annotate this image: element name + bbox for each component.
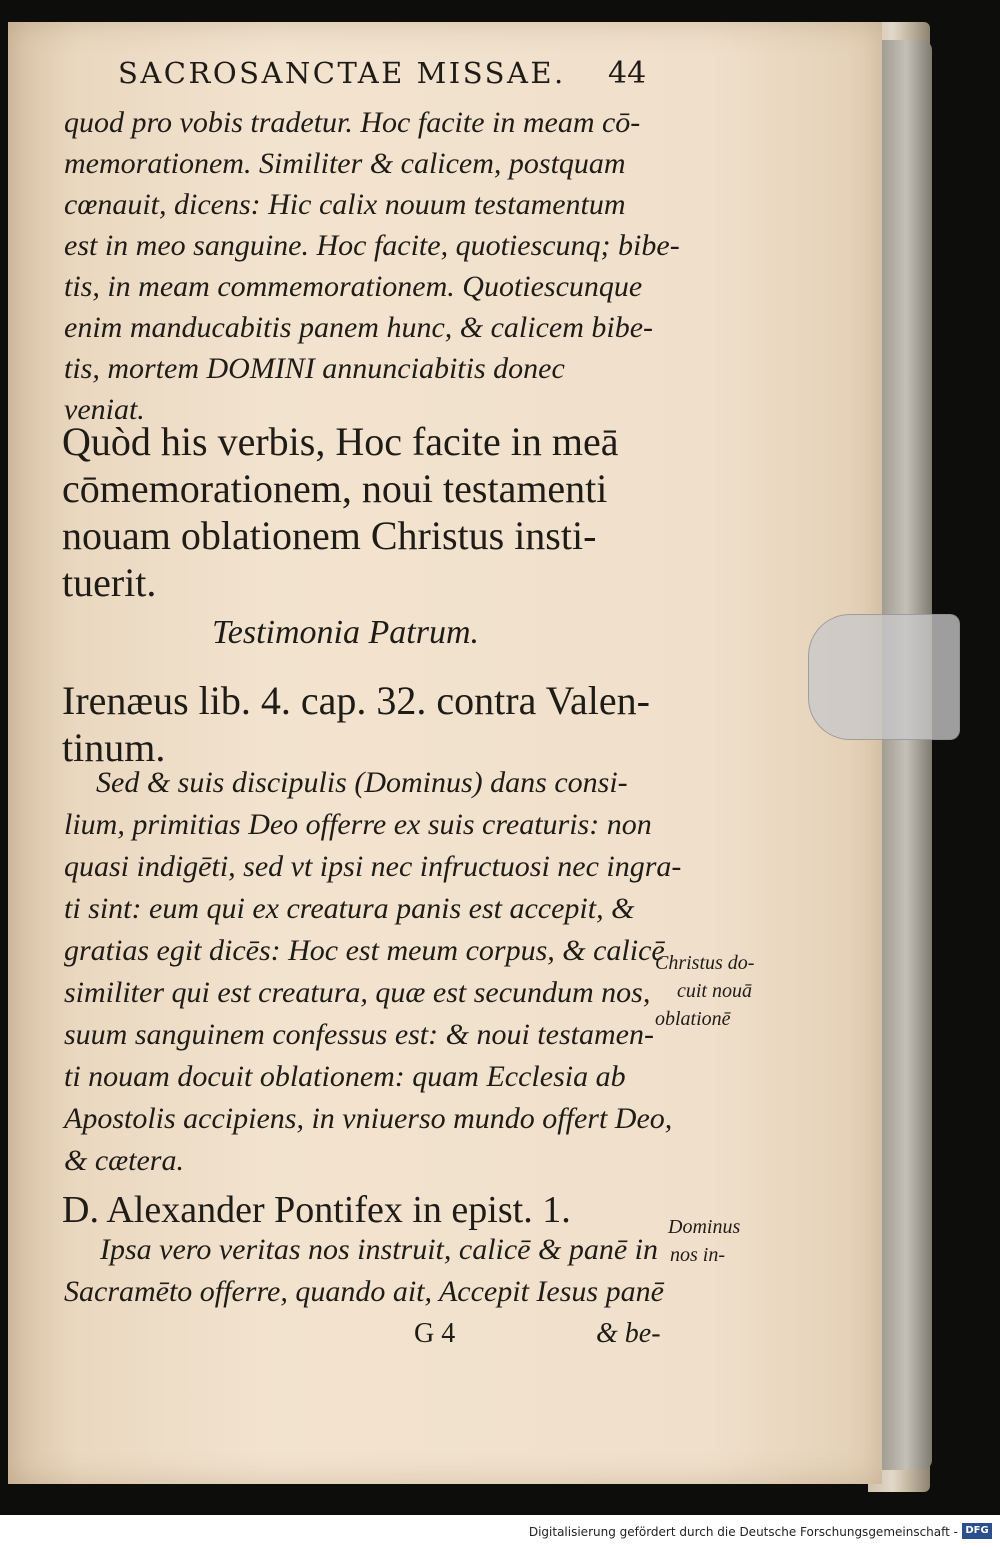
book-cover-edge	[880, 40, 932, 1470]
quote-line: Sed & suis discipulis (Dominus) dans consi-	[96, 766, 628, 799]
quote-line: ti sint: eum qui ex creatura panis est accepit, &	[64, 892, 635, 925]
source-heading-line: tinum.	[62, 725, 166, 770]
running-head: SACROSANCTAE MISSAE.	[118, 56, 566, 90]
bookmark-tab	[808, 614, 960, 740]
dfg-logo: DFG	[962, 1523, 992, 1539]
signature-mark: G 4	[414, 1318, 456, 1349]
funding-credit: Digitalisierung gefördert durch die Deutsche Forschungsgemeinschaft -	[528, 1525, 958, 1539]
marginal-note-line: nos in-	[670, 1244, 725, 1266]
catchword: & be-	[596, 1318, 661, 1349]
page-number: 44	[608, 56, 647, 91]
marginal-note-line: cuit nouā	[677, 980, 752, 1002]
text-line: est in meo sanguine. Hoc facite, quotiescunq; bibe-	[64, 229, 680, 262]
quote-line: & cætera.	[64, 1144, 184, 1177]
source-heading-line: Irenæus lib. 4. cap. 32. contra Valen-	[62, 678, 650, 723]
section-heading-line: Quòd his verbis, Hoc facite in meā	[62, 419, 619, 464]
marginal-note-line: oblationē	[655, 1008, 731, 1030]
source-heading: D. Alexander Pontifex in epist. 1.	[62, 1189, 571, 1231]
quote-line: gratias egit dicēs: Hoc est meum corpus, & calicē	[64, 934, 665, 967]
marginal-note-line: Christus do-	[655, 952, 755, 974]
text-line: veniat.	[64, 393, 145, 426]
text-line: memorationem. Similiter & calicem, postquam	[64, 147, 626, 180]
section-heading-line: cōmemorationem, noui testamenti	[62, 466, 608, 511]
quote-line: Sacramēto offerre, quando ait, Accepit Iesus panē	[64, 1275, 664, 1308]
text-line: quod pro vobis tradetur. Hoc facite in meam cō-	[64, 106, 641, 139]
marginal-note-line: Dominus	[668, 1216, 741, 1238]
section-heading-line: tuerit.	[62, 560, 157, 605]
section-heading-line: nouam oblationem Christus insti-	[62, 513, 597, 558]
quote-line: Ipsa vero veritas nos instruit, calicē & panē in	[100, 1233, 658, 1266]
quote-line: similiter qui est creatura, quæ est secundum nos,	[64, 976, 651, 1009]
quote-line: Apostolis accipiens, in vniuerso mundo offert Deo,	[64, 1102, 673, 1135]
subheading: Testimonia Patrum.	[212, 614, 480, 651]
text-line: tis, mortem DOMINI annunciabitis donec	[64, 352, 565, 385]
footer-bar	[0, 1515, 1000, 1550]
text-line: tis, in meam commemorationem. Quotiescunque	[64, 270, 643, 303]
quote-line: quasi indigēti, sed vt ipsi nec infructuosi nec ingra-	[64, 850, 682, 883]
text-line: enim manducabitis panem hunc, & calicem bibe-	[64, 311, 654, 344]
quote-line: lium, primitias Deo offerre ex suis creaturis: non	[64, 808, 652, 841]
quote-line: ti nouam docuit oblationem: quam Ecclesia ab	[64, 1060, 626, 1093]
text-line: cœnauit, dicens: Hic calix nouum testamentum	[64, 188, 626, 221]
quote-line: suum sanguinem confessus est: & noui testamen-	[64, 1018, 654, 1051]
